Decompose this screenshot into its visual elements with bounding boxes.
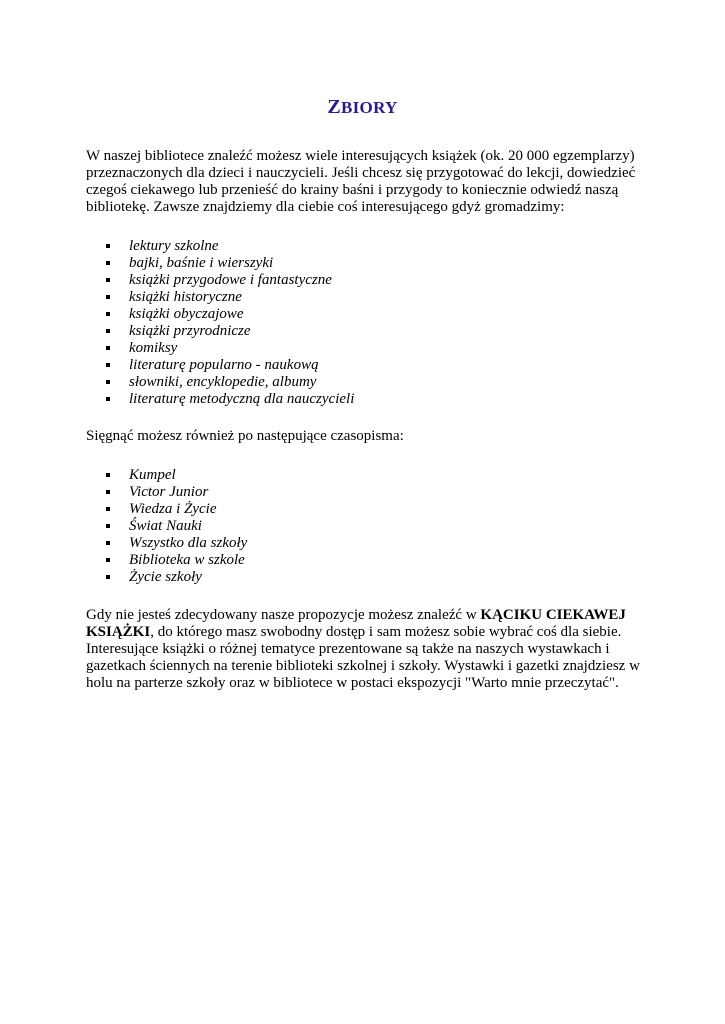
list-item (86, 340, 646, 357)
list-item-label: Victor Junior (129, 484, 209, 500)
magazines-intro: Sięgnąć możesz również po następujące czasopisma: (86, 428, 404, 444)
list-item (86, 484, 646, 501)
square-bullet-icon (106, 473, 110, 477)
list-item-label: książki obyczajowe (129, 306, 244, 322)
list-item-label: książki przyrodnicze (129, 323, 251, 339)
list-item-label: lektury szkolne (129, 238, 219, 254)
list-item (86, 467, 646, 484)
list-item (86, 289, 646, 306)
list-item-label: Wiedza i Życie (129, 501, 217, 517)
closing-text-start: Gdy nie jesteś zdecydowany nasze propozycje możesz znaleźć w (86, 607, 481, 623)
page-title-initial: Z (327, 96, 341, 118)
list-item (86, 501, 646, 518)
closing-text-end: , do którego masz swobodny dostęp i sam możesz sobie wybrać coś dla siebie. Interesujące książki o różnej tematyce prezentowane są także na naszych wystawkach i gazetkach ściennych na terenie biblioteki szkolnej i szkoły. Wystawki i gazetki znajdziesz w holu na parterze szkoły oraz w bibliotece w postaci ekspozycji "Warto mnie przeczytać". (86, 624, 640, 691)
list-item-label: Biblioteka w szkole (129, 552, 245, 568)
list-item-label: literaturę metodyczną dla nauczycieli (129, 391, 355, 407)
list-item-label: książki przygodowe i fantastyczne (129, 272, 332, 288)
square-bullet-icon (106, 278, 110, 282)
list-item-label: słowniki, encyklopedie, albumy (129, 374, 317, 390)
square-bullet-icon (106, 575, 110, 579)
closing-paragraph (86, 607, 646, 692)
square-bullet-icon (106, 244, 110, 248)
square-bullet-icon (106, 524, 110, 528)
intro-paragraph: W naszej bibliotece znaleźć możesz wiele interesujących książek (ok. 20 000 egzemplarzy) przeznaczonych dla dzieci i nauczycieli. Jeśli chcesz się przygotować do lekcji, dowiedzieć czegoś ciekawego lub przenieść do krainy baśni i przygody to koniecznie odwiedź naszą bibliotekę. Zawsze znajdziemy dla ciebie coś interesującego gdyż gromadzimy: (86, 148, 636, 215)
list-item (86, 518, 646, 535)
list-item-label: Życie szkoły (129, 569, 202, 585)
list-item (86, 238, 646, 255)
square-bullet-icon (106, 380, 110, 384)
reading-corner-name: KĄCIKU CIEKAWEJ KSIĄŻKI (86, 607, 626, 640)
list-item (86, 535, 646, 552)
list-item (86, 569, 646, 586)
square-bullet-icon (106, 507, 110, 511)
list-item (86, 255, 646, 272)
list-item (86, 323, 646, 340)
magazines-list (86, 467, 646, 586)
square-bullet-icon (106, 329, 110, 333)
list-item (86, 306, 646, 323)
square-bullet-icon (106, 558, 110, 562)
page-title-rest: BIORY (341, 98, 398, 117)
square-bullet-icon (106, 490, 110, 494)
list-item-label: komiksy (129, 340, 178, 356)
list-item-label: Wszystko dla szkoły (129, 535, 248, 551)
square-bullet-icon (106, 261, 110, 265)
square-bullet-icon (106, 295, 110, 299)
list-item (86, 357, 646, 374)
list-item (86, 272, 646, 289)
page-title (0, 96, 725, 119)
square-bullet-icon (106, 541, 110, 545)
square-bullet-icon (106, 312, 110, 316)
square-bullet-icon (106, 397, 110, 401)
list-item-label: literaturę popularno - naukową (129, 357, 319, 373)
list-item-label: bajki, baśnie i wierszyki (129, 255, 274, 271)
list-item-label: Kumpel (129, 467, 176, 483)
list-item (86, 374, 646, 391)
list-item (86, 391, 646, 408)
list-item-label: Świat Nauki (129, 518, 202, 534)
square-bullet-icon (106, 346, 110, 350)
list-item (86, 552, 646, 569)
document-body (86, 148, 646, 692)
list-item-label: książki historyczne (129, 289, 242, 305)
square-bullet-icon (106, 363, 110, 367)
collections-list (86, 238, 646, 408)
